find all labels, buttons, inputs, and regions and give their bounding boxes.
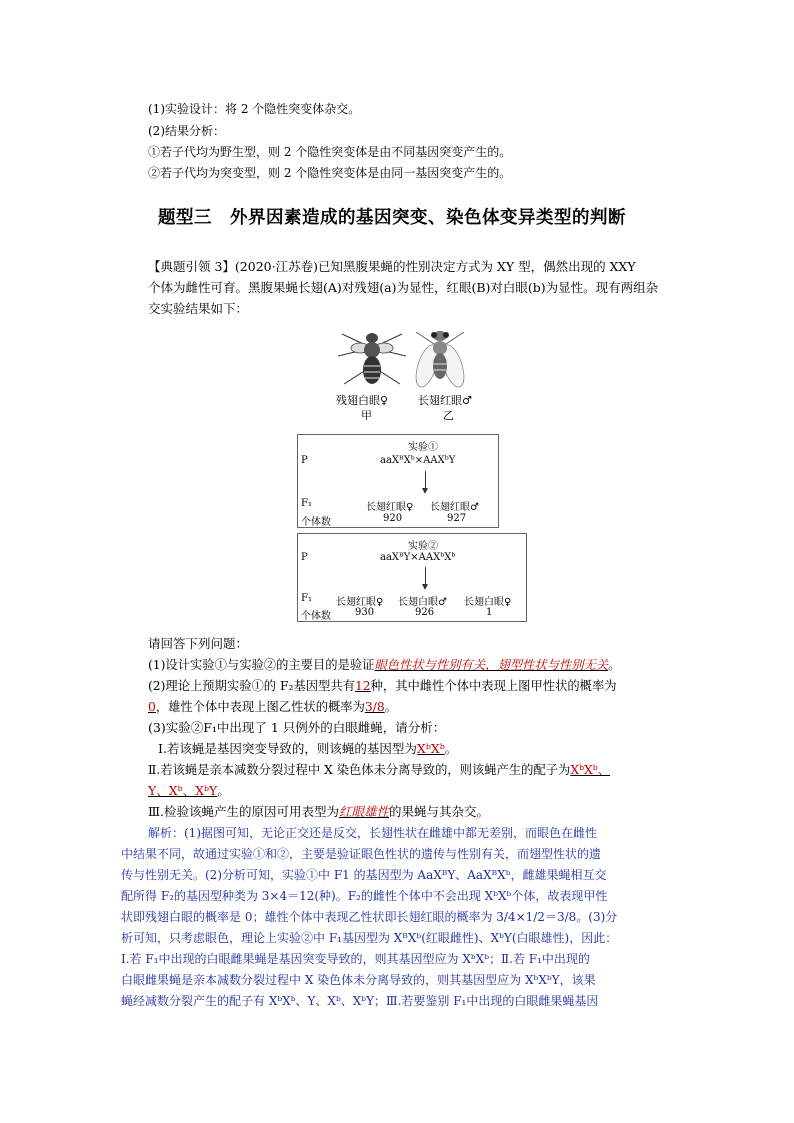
q3a-end: 。 <box>444 741 458 756</box>
analysis-line-7: Ⅰ.若 F₁中出现的白眼雌果蝇是基因突变导致的，则其基因型应为 XᵇXᵇ；Ⅱ.若 F₁中出现的 <box>121 952 590 966</box>
q2-answer-1: 12 <box>354 679 371 693</box>
experiment-2-box <box>297 533 527 622</box>
question-lead: 【典题引领 3】(2020·江苏卷)已知黑腹果蝇的性别决定方式为 XY 型，偶然出现的 XXY <box>148 259 636 274</box>
intro-line-4: ②若子代均为突变型，则 2 个隐性突变体是由同一基因突变产生的。 <box>148 166 512 180</box>
intro-line-2: (2)结果分析： <box>148 124 225 138</box>
question-line-2: 个体为雌性可育。黑腹果蝇长翅(A)对残翅(a)为显性，红眼(B)对白眼(b)为显性。现有两组杂 <box>148 280 659 295</box>
exp2-col-2: 长翅白眼♂ <box>398 597 447 608</box>
q1-stem: (1)设计实验①与实验②的主要目的是验证 <box>148 658 375 672</box>
experiment-1-box <box>297 434 499 528</box>
fly-a-image <box>338 333 406 384</box>
exp1-title: 实验① <box>408 442 438 453</box>
exp2-count-label: 个体数 <box>301 611 331 622</box>
fly-b-image <box>412 331 469 390</box>
q1-answer: 眼色性状与性别有关，翅型性状与性别无关 <box>374 658 609 672</box>
q1-end: 。 <box>608 658 621 672</box>
q3c-line <box>148 802 489 822</box>
analysis-line-1: 解析：(1)据图可知，无论正交还是反交，长翅性状在雌雄中都无差别，而眼色在雌性 <box>148 826 598 840</box>
exp2-cross: aaXᴮY×AAXᵇXᵇ <box>380 552 456 563</box>
q2-middle-2: ，雄性个体中表现上图乙性状的概率为 <box>155 700 365 714</box>
q3b-end: 。 <box>217 783 230 798</box>
q3c-answer: 红眼雄性 <box>339 804 390 819</box>
q2-middle: 种，其中雌性个体中表现上图甲性状的概率为 <box>370 679 617 693</box>
intro-line-3: ①若子代均为野生型，则 2 个隐性突变体是由不同基因突变产生的。 <box>148 145 512 159</box>
exp2-count-2: 926 <box>415 607 435 618</box>
exp2-arrowhead <box>422 584 428 590</box>
q3c-end: 的果蝇与其杂交。 <box>389 804 490 819</box>
exp1-count-label: 个体数 <box>301 517 331 528</box>
fly-b-label: 长翅红眼♂ <box>418 394 472 407</box>
exp1-cross: aaXᴮXᵇ×AAXᵇY <box>380 455 456 466</box>
exp1-count-2: 927 <box>447 513 467 524</box>
analysis-line-4: 配所得 F₂的基因型种类为 3×4＝12(种)。F₂的雌性个体中不会出现 XᵇXᵇ个体，故表现甲性 <box>121 889 608 903</box>
q3a-line <box>158 739 457 759</box>
q1-line <box>148 655 620 675</box>
section-title: 题型三 外界因素造成的基因突变、染色体变异类型的判断 <box>158 208 626 228</box>
q3b-line-2 <box>148 781 230 801</box>
exp2-f1-label: F₁ <box>301 593 312 604</box>
fly-a-label: 残翅白眼♀ <box>336 394 389 407</box>
question-line-3: 交实验结果如下： <box>148 301 249 316</box>
fly-a-name: 甲 <box>361 409 372 422</box>
exp1-f1-label: F₁ <box>301 498 312 509</box>
q3a-stem: Ⅰ.若该蝇是基因突变导致的，则该蝇的基因型为 <box>158 741 417 756</box>
analysis-line-8: 白眼雌果蝇是亲本减数分裂过程中 X 染色体未分离导致的，则其基因型应为 XᵇXᵇY，该果 <box>121 973 596 987</box>
q3a-answer: XᵇXᵇ <box>416 741 445 756</box>
exp1-p-label: P <box>301 455 308 466</box>
fly-b-name: 乙 <box>443 409 454 422</box>
q3-line: (3)实验②F₁中出现了 1 只例外的白眼雌蝇，请分析： <box>148 720 446 735</box>
exp1-count-1: 920 <box>383 513 403 524</box>
exp2-arrow <box>425 567 426 585</box>
q2-line-2 <box>148 697 397 717</box>
exp2-p-label: P <box>301 552 308 563</box>
q3b-stem: Ⅱ.若该蝇是亲本减数分裂过程中 X 染色体未分离导致的，则该蝇产生的配子为 <box>148 763 571 777</box>
exp2-title: 实验② <box>408 541 438 552</box>
exp2-count-1: 930 <box>355 607 375 618</box>
analysis-line-6: 析可知，只考虑眼色，理论上实验②中 F₁基因型为 XᴮXᵇ(红眼雌性)、XᵇY(白眼雄性)，因此： <box>121 931 618 945</box>
analysis-line-2: 中结果不同，故通过实验①和②，主要是验证眼色性状的遗传与性别有关，而翅型性状的遗 <box>121 847 602 861</box>
exp2-col-1: 长翅红眼♀ <box>336 597 384 608</box>
exp1-col-1: 长翅红眼♀ <box>366 502 414 513</box>
q2-stem: (2)理论上预期实验①的 F₂基因型共有 <box>148 679 355 693</box>
exp1-arrow <box>425 471 426 489</box>
exp1-arrowhead <box>422 488 428 494</box>
analysis-line-9: 蝇经减数分裂产生的配子有 XᵇXᵇ、Y、Xᵇ、XᵇY；Ⅲ.若要鉴别 F₁中出现的白眼雌果蝇基因 <box>121 994 599 1008</box>
intro-line-1: (1)实验设计：将 2 个隐性突变体杂交。 <box>148 102 361 116</box>
q3b-answer-1: XᵇXᵇ、 <box>570 763 610 777</box>
analysis-line-3: 传与性别无关。(2)分析可知，实验①中 F1 的基因型为 AaXᴮY、AaXᴮXᵇ，雌雄果蝇相互交 <box>121 868 607 882</box>
q3c-stem: Ⅲ.检验该蝇产生的原因可用表型为 <box>148 804 340 819</box>
q2-end: 。 <box>384 700 397 714</box>
q2-answer-2: 0 <box>148 700 156 714</box>
analysis-line-5: 状即残翅白眼的概率是 0；雄性个体中表现乙性状即长翅红眼的概率为 3/4×1/2＝3/8。(3)分 <box>121 910 618 924</box>
q2-answer-3: 3/8 <box>364 700 385 714</box>
q3b-answer-2: Y、Xᵇ、XᵇY <box>148 783 218 798</box>
answers-prompt: 请回答下列问题： <box>148 636 249 651</box>
exp2-col-3: 长翅白眼♀ <box>464 597 512 608</box>
exp2-count-3: 1 <box>486 607 493 618</box>
q2-line <box>148 676 617 696</box>
fly-illustrations <box>332 326 472 396</box>
exp1-col-2: 长翅红眼♂ <box>430 502 479 513</box>
q3b-line <box>148 760 610 780</box>
